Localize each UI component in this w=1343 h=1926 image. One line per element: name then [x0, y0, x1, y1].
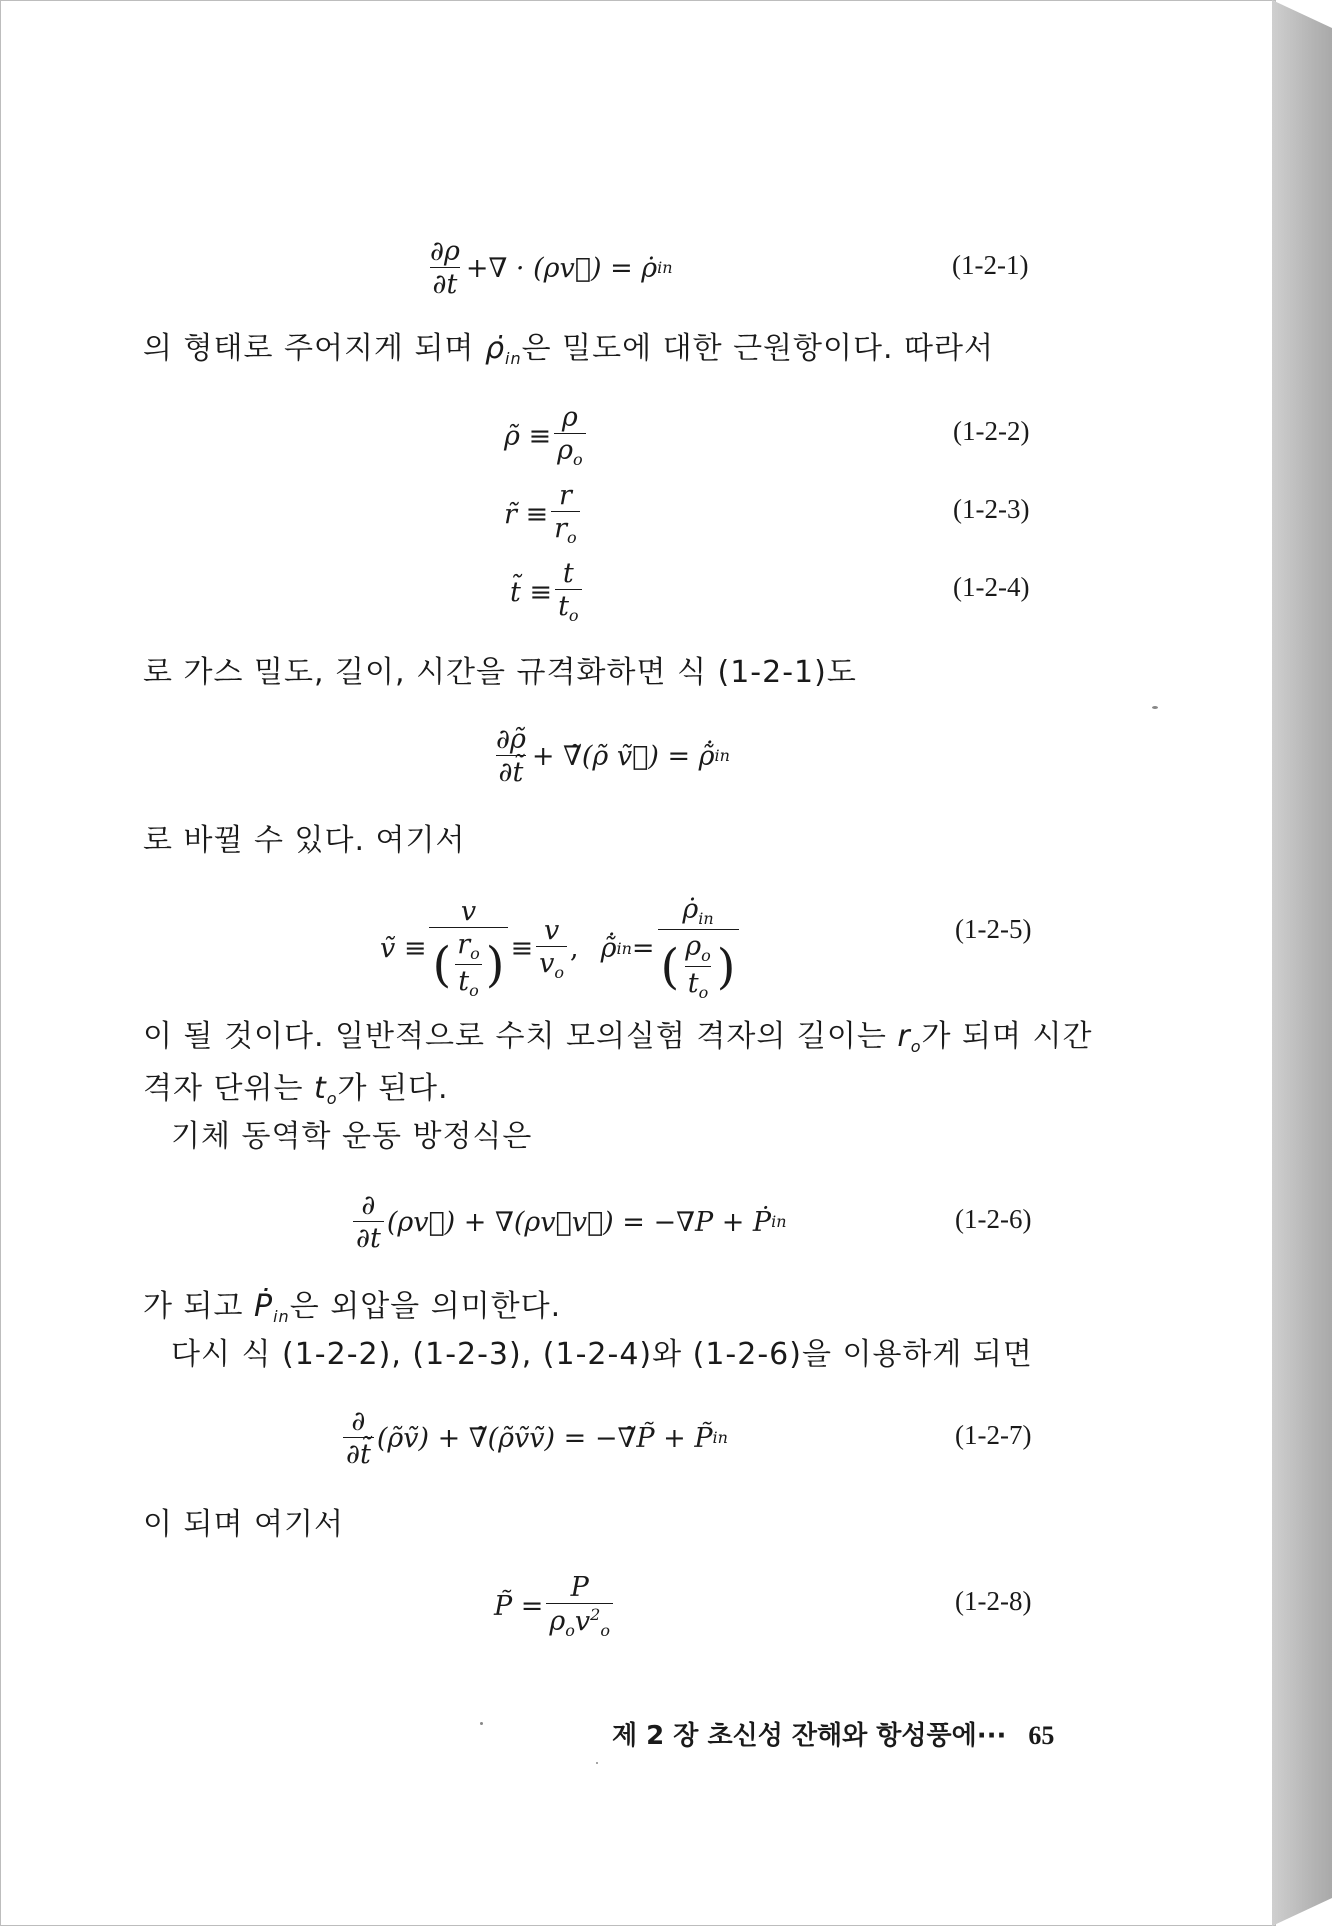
equation-number: (1-2-7): [955, 1420, 1032, 1450]
paragraph: 기체 동역학 운동 방정식은: [171, 1119, 533, 1154]
paragraph: 격자 단위는 $t_o$가 된다.: [143, 1071, 449, 1108]
equation-number: (1-2-4): [953, 572, 1030, 602]
page-number: 65: [1028, 1721, 1055, 1750]
page-footer: [612, 1715, 1054, 1752]
scan-speck: [480, 1722, 483, 1725]
scan-speck: [596, 1762, 598, 1764]
equation-number: (1-2-5): [955, 914, 1032, 944]
paragraph: 이 되며 여기서: [143, 1507, 344, 1542]
paragraph: 의 형태로 주어지게 되며 $\rhȯ_{in}$은 밀도에 대한 근원항이다. 따라서: [143, 331, 994, 368]
paragraph: 다시 식 (1-2-2), (1-2-3), (1-2-4)와 (1-2-6)을 이용하게 되면: [171, 1337, 1033, 1372]
paragraph: 로 가스 밀도, 길이, 시간을 규격화하면 식 (1-2-1)도: [143, 655, 857, 690]
equation-number: (1-2-3): [953, 494, 1030, 524]
running-header: 제 2 장 초신성 잔해와 항성풍에···: [612, 1721, 1007, 1751]
page-edge-shadow: [1272, 0, 1332, 1926]
paragraph: 가 되고 Ṗ$_{in}$은 외압을 의미한다.: [143, 1289, 562, 1326]
equation-number: (1-2-1): [952, 250, 1029, 280]
equation-number: (1-2-6): [955, 1204, 1032, 1234]
equation-number: (1-2-8): [955, 1586, 1032, 1616]
scan-speck: [1152, 706, 1158, 709]
equation-number: (1-2-2): [953, 416, 1030, 446]
paragraph: 로 바뀔 수 있다. 여기서: [143, 823, 466, 858]
fraction: $\frac{\partial\rho}{\partial t}$: [430, 236, 460, 300]
paragraph: 이 될 것이다. 일반적으로 수치 모의실험 격자의 길이는 $r_o$가 되며 시간: [143, 1019, 1093, 1056]
